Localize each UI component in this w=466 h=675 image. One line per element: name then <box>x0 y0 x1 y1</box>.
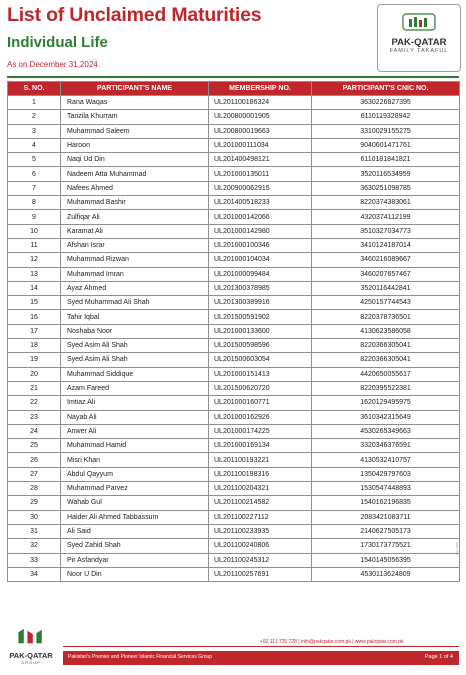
as-of-date: As on December 31,2024 <box>7 60 98 69</box>
cell-participant-name: Muhammad Saleem <box>61 124 209 138</box>
cell-participant-name: Muhammad Hamid <box>61 439 209 453</box>
cell-sno: 32 <box>8 539 61 553</box>
group-logo-emblem-icon <box>13 625 49 647</box>
group-logo <box>3 625 59 671</box>
cell-sno: 15 <box>8 296 61 310</box>
cell-sno: 19 <box>8 353 61 367</box>
table-row <box>8 482 460 496</box>
cell-sno: 7 <box>8 181 61 195</box>
footer-contact: +92 111 725 728 | info@pakqatar.com.pk | www.pakqatar.com.pk <box>260 639 404 645</box>
cell-participant-name: Syed Asim Ali Shah <box>61 353 209 367</box>
cell-membership-no: UL201100240806 <box>209 539 312 553</box>
cell-membership-no: UL201100198316 <box>209 467 312 481</box>
cell-membership-no: UL201000142980 <box>209 224 312 238</box>
table-row <box>8 381 460 395</box>
print-reference: Sep 2025 <box>455 542 459 555</box>
logo-emblem-icon <box>399 11 439 33</box>
column-header-sno: S. NO. <box>8 82 61 96</box>
cell-participant-name: Muhammad Rizwan <box>61 253 209 267</box>
cell-cnic-no: 3310029155275 <box>312 124 460 138</box>
column-header-name: PARTICIPANT'S NAME <box>61 82 209 96</box>
cell-participant-name: Haider Ali Ahmed Tabbassum <box>61 510 209 524</box>
cell-sno: 31 <box>8 524 61 538</box>
page-number: Page 1 of 4 <box>424 654 453 660</box>
cell-cnic-no: 3460216089667 <box>312 253 460 267</box>
table-row <box>8 124 460 138</box>
cell-membership-no: UL201400518233 <box>209 196 312 210</box>
table-row <box>8 196 460 210</box>
cell-sno: 25 <box>8 439 61 453</box>
cell-sno: 30 <box>8 510 61 524</box>
table-row <box>8 96 460 110</box>
cell-cnic-no: 3630226827395 <box>312 96 460 110</box>
cell-participant-name: Rana Waqas <box>61 96 209 110</box>
cell-sno: 1 <box>8 96 61 110</box>
cell-cnic-no: 9040601471761 <box>312 138 460 152</box>
cell-membership-no: UL201100233935 <box>209 524 312 538</box>
table-row <box>8 524 460 538</box>
table-row <box>8 181 460 195</box>
cell-participant-name: Haroon <box>61 138 209 152</box>
cell-membership-no: UL201000160771 <box>209 396 312 410</box>
table-row <box>8 153 460 167</box>
document-subtitle: Individual Life <box>7 34 108 51</box>
cell-sno: 26 <box>8 453 61 467</box>
table-row <box>8 224 460 238</box>
cell-cnic-no: 1350429797603 <box>312 467 460 481</box>
cell-participant-name: Pir Asfandyar <box>61 553 209 567</box>
cell-cnic-no: 4530113624809 <box>312 567 460 581</box>
cell-participant-name: Tanzila Khurram <box>61 110 209 124</box>
table-row <box>8 167 460 181</box>
cell-sno: 29 <box>8 496 61 510</box>
cell-sno: 11 <box>8 238 61 252</box>
cell-membership-no: UL201100193221 <box>209 453 312 467</box>
cell-membership-no: UL201100257691 <box>209 567 312 581</box>
table-body <box>8 96 460 582</box>
cell-membership-no: UL201000169134 <box>209 439 312 453</box>
cell-participant-name: Karamat Ali <box>61 224 209 238</box>
cell-sno: 2 <box>8 110 61 124</box>
footer-bar <box>63 651 459 665</box>
cell-membership-no: UL201000104034 <box>209 253 312 267</box>
cell-cnic-no: 3510327034773 <box>312 224 460 238</box>
table-row <box>8 539 460 553</box>
table-header-row <box>8 82 460 96</box>
cell-sno: 18 <box>8 339 61 353</box>
cell-participant-name: Wahab Gul <box>61 496 209 510</box>
cell-cnic-no: 1530547448893 <box>312 482 460 496</box>
cell-membership-no: UL201000111034 <box>209 138 312 152</box>
cell-participant-name: Anwer Ali <box>61 424 209 438</box>
cell-cnic-no: 4130532410757 <box>312 453 460 467</box>
cell-membership-no: UL201100214582 <box>209 496 312 510</box>
cell-cnic-no: 3520116442841 <box>312 281 460 295</box>
group-logo-name: PAK-QATAR <box>9 651 53 660</box>
cell-participant-name: Muhammad Imran <box>61 267 209 281</box>
cell-sno: 23 <box>8 410 61 424</box>
cell-sno: 22 <box>8 396 61 410</box>
table-row <box>8 367 460 381</box>
cell-participant-name: Tahir Iqbal <box>61 310 209 324</box>
cell-sno: 8 <box>8 196 61 210</box>
column-header-membership: MEMBERSHIP NO. <box>209 82 312 96</box>
table-row <box>8 310 460 324</box>
cell-participant-name: Noshaba Noor <box>61 324 209 338</box>
cell-membership-no: UL201300389916 <box>209 296 312 310</box>
cell-cnic-no: 3520116534959 <box>312 167 460 181</box>
cell-membership-no: UL200900062915 <box>209 181 312 195</box>
table-row <box>8 567 460 581</box>
table-row <box>8 296 460 310</box>
cell-membership-no: UL201000133600 <box>209 324 312 338</box>
cell-participant-name: Syed Asim Ali Shah <box>61 339 209 353</box>
cell-sno: 14 <box>8 281 61 295</box>
header-divider <box>7 76 459 78</box>
cell-cnic-no: 1540145056395 <box>312 553 460 567</box>
table-row <box>8 110 460 124</box>
cell-sno: 6 <box>8 167 61 181</box>
cell-sno: 20 <box>8 367 61 381</box>
company-logo <box>377 4 461 72</box>
table-row <box>8 238 460 252</box>
cell-sno: 27 <box>8 467 61 481</box>
cell-cnic-no: 6110119328942 <box>312 110 460 124</box>
cell-membership-no: UL201000162926 <box>209 410 312 424</box>
table-row <box>8 396 460 410</box>
cell-membership-no: UL200800019663 <box>209 124 312 138</box>
cell-participant-name: Imtiaz Ali <box>61 396 209 410</box>
cell-participant-name: Naqi Ud Din <box>61 153 209 167</box>
table-row <box>8 267 460 281</box>
table-row <box>8 353 460 367</box>
cell-cnic-no: 6110181841821 <box>312 153 460 167</box>
cell-membership-no: UL201500598596 <box>209 339 312 353</box>
cell-membership-no: UL201500620720 <box>209 381 312 395</box>
table-row <box>8 496 460 510</box>
cell-participant-name: Syed Muhammad Ali Shah <box>61 296 209 310</box>
cell-participant-name: Zulfiqar Ali <box>61 210 209 224</box>
cell-sno: 3 <box>8 124 61 138</box>
footer-divider <box>63 646 459 647</box>
cell-membership-no: UL201000135011 <box>209 167 312 181</box>
cell-participant-name: Azam Fareed <box>61 381 209 395</box>
cell-membership-no: UL201100227112 <box>209 510 312 524</box>
cell-cnic-no: 8220395522381 <box>312 381 460 395</box>
cell-participant-name: Nafees Ahmed <box>61 181 209 195</box>
group-logo-sub: GROUP <box>21 660 41 665</box>
cell-membership-no: UL201000151413 <box>209 367 312 381</box>
cell-participant-name: Misri Khan <box>61 453 209 467</box>
cell-cnic-no: 8220378736501 <box>312 310 460 324</box>
table-row <box>8 424 460 438</box>
cell-membership-no: UL201000142066 <box>209 210 312 224</box>
table-row <box>8 339 460 353</box>
cell-membership-no: UL201400498121 <box>209 153 312 167</box>
table-row <box>8 138 460 152</box>
cell-membership-no: UL201000100346 <box>209 238 312 252</box>
cell-cnic-no: 1620129495975 <box>312 396 460 410</box>
table-row <box>8 439 460 453</box>
cell-participant-name: Nadeem Atta Muhammad <box>61 167 209 181</box>
unclaimed-maturities-table <box>7 81 460 582</box>
cell-cnic-no: 3610342315649 <box>312 410 460 424</box>
cell-sno: 24 <box>8 424 61 438</box>
cell-participant-name: Noor U Din <box>61 567 209 581</box>
cell-cnic-no: 4530265349663 <box>312 424 460 438</box>
cell-cnic-no: 8220366305041 <box>312 339 460 353</box>
cell-cnic-no: 8220374383061 <box>312 196 460 210</box>
cell-membership-no: UL201100245312 <box>209 553 312 567</box>
cell-cnic-no: 4420650055617 <box>312 367 460 381</box>
cell-cnic-no: 4320374112199 <box>312 210 460 224</box>
cell-participant-name: Ayaz Ahmed <box>61 281 209 295</box>
cell-participant-name: Muhammad Parvez <box>61 482 209 496</box>
table-row <box>8 467 460 481</box>
cell-sno: 10 <box>8 224 61 238</box>
document-title: List of Unclaimed Maturities <box>7 4 262 26</box>
table-row <box>8 210 460 224</box>
table-row <box>8 410 460 424</box>
cell-participant-name: Muhammad Siddique <box>61 367 209 381</box>
table-row <box>8 253 460 267</box>
cell-cnic-no: 3630251098785 <box>312 181 460 195</box>
table-row <box>8 510 460 524</box>
logo-tagline: FAMILY TAKAFUL <box>389 48 449 54</box>
cell-membership-no: UL200800001905 <box>209 110 312 124</box>
cell-sno: 34 <box>8 567 61 581</box>
cell-cnic-no: 4130623586058 <box>312 324 460 338</box>
cell-cnic-no: 1540162196835 <box>312 496 460 510</box>
cell-sno: 28 <box>8 482 61 496</box>
cell-cnic-no: 2083421083711 <box>312 510 460 524</box>
cell-membership-no: UL201000174225 <box>209 424 312 438</box>
cell-sno: 33 <box>8 553 61 567</box>
column-header-cnic: PARTICIPANT'S CNIC NO. <box>312 82 460 96</box>
cell-cnic-no: 4250157744543 <box>312 296 460 310</box>
cell-sno: 12 <box>8 253 61 267</box>
cell-cnic-no: 3410124187014 <box>312 238 460 252</box>
cell-cnic-no: 3320346376591 <box>312 439 460 453</box>
cell-participant-name: Afshan Israr <box>61 238 209 252</box>
cell-membership-no: UL201100186324 <box>209 96 312 110</box>
cell-cnic-no: 3460207657467 <box>312 267 460 281</box>
cell-participant-name: Nayab Ali <box>61 410 209 424</box>
cell-cnic-no: 2140627505173 <box>312 524 460 538</box>
cell-sno: 21 <box>8 381 61 395</box>
cell-sno: 9 <box>8 210 61 224</box>
cell-participant-name: Syed Zahid Shah <box>61 539 209 553</box>
table-row <box>8 453 460 467</box>
cell-sno: 17 <box>8 324 61 338</box>
cell-sno: 13 <box>8 267 61 281</box>
table-row <box>8 324 460 338</box>
table-row <box>8 281 460 295</box>
cell-membership-no: UL201500591902 <box>209 310 312 324</box>
footer-tagline: Pakistan's Premier and Pioneer Islamic Financial Services Group <box>68 654 213 660</box>
cell-membership-no: UL201300378985 <box>209 281 312 295</box>
cell-sno: 5 <box>8 153 61 167</box>
logo-name: PAK-QATAR <box>391 37 447 48</box>
table-row <box>8 553 460 567</box>
cell-participant-name: Ali Said <box>61 524 209 538</box>
cell-cnic-no: 1730173775521 <box>312 539 460 553</box>
cell-sno: 4 <box>8 138 61 152</box>
cell-participant-name: Muhammad Bashir <box>61 196 209 210</box>
cell-cnic-no: 8220366305041 <box>312 353 460 367</box>
cell-membership-no: UL201500603054 <box>209 353 312 367</box>
cell-membership-no: UL201100204321 <box>209 482 312 496</box>
cell-sno: 16 <box>8 310 61 324</box>
cell-participant-name: Abdul Qayyum <box>61 467 209 481</box>
cell-membership-no: UL201000099484 <box>209 267 312 281</box>
